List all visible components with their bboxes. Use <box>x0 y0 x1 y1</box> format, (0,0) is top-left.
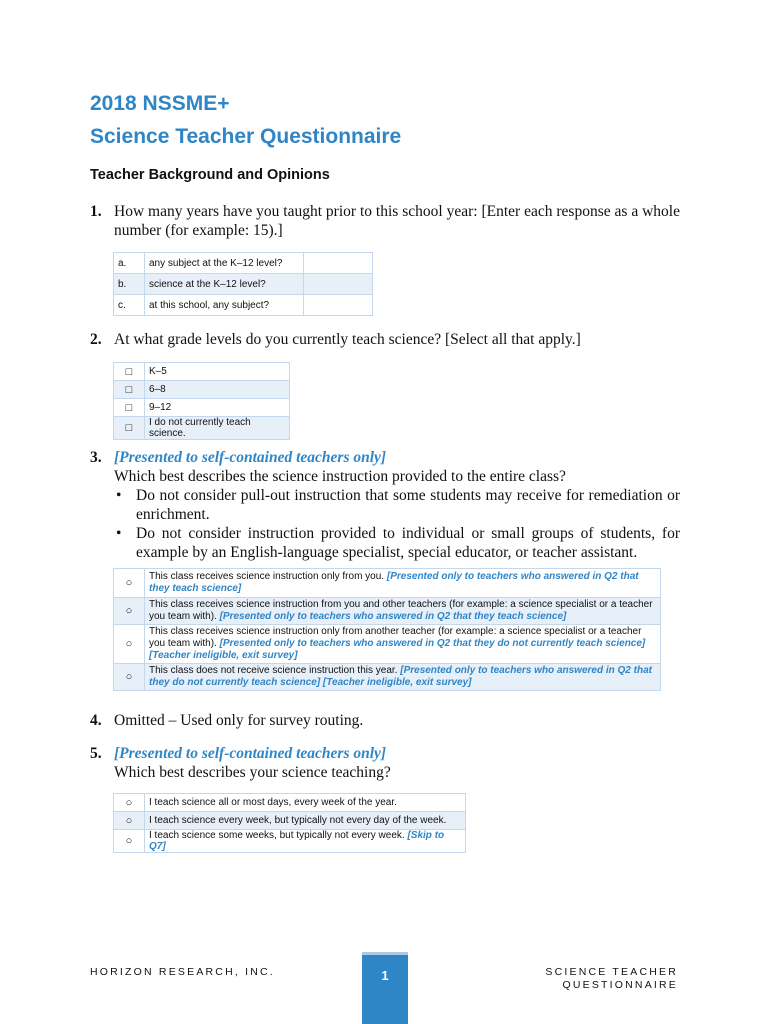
grade-levels-table <box>113 362 290 440</box>
years-input-a[interactable] <box>304 253 373 274</box>
bullet-icon: • <box>116 525 122 542</box>
years-table <box>113 252 373 316</box>
checkbox-not-teaching[interactable]: □ <box>114 417 145 440</box>
question-number: 3. <box>90 449 102 466</box>
option-cell <box>145 569 661 598</box>
title-line-2: Science Teacher Questionnaire <box>90 125 402 148</box>
question-3 <box>90 448 680 562</box>
option-note: [Skip to Q7] <box>149 830 445 852</box>
radio-option-3[interactable]: ○ <box>114 625 145 664</box>
row-letter: c. <box>114 295 145 316</box>
option-note: [Presented only to teachers who answered in Q2 that they do not currently teach science] [Teacher ineligible, exit survey] <box>149 638 646 661</box>
section-heading: Teacher Background and Opinions <box>90 167 330 183</box>
row-label: science at the K–12 level? <box>145 274 304 295</box>
option-cell <box>145 664 661 691</box>
table-row <box>114 399 290 417</box>
radio-option-1[interactable]: ○ <box>114 569 145 598</box>
question-tag: [Presented to self-contained teachers only] <box>114 449 387 466</box>
bullet-icon: • <box>116 487 122 504</box>
radio-option-2[interactable]: ○ <box>114 598 145 625</box>
row-letter: a. <box>114 253 145 274</box>
table-row <box>114 569 661 598</box>
option-cell <box>145 812 466 830</box>
bullet-item <box>114 524 680 562</box>
title-line-1: 2018 NSSME+ <box>90 92 230 115</box>
question-4 <box>90 711 680 730</box>
table-row <box>114 830 466 853</box>
radio-some-weeks[interactable]: ○ <box>114 830 145 853</box>
option-note: [Presented only to teachers who answered in Q2 that they teach science] <box>219 611 567 622</box>
row-label: any subject at the K–12 level? <box>145 253 304 274</box>
table-row <box>114 812 466 830</box>
option-note: [Presented only to teachers who answered in Q2 that they do not currently teach science] [Teacher ineligible, exit survey] <box>149 665 652 688</box>
radio-option-4[interactable]: ○ <box>114 664 145 691</box>
checkbox-6-8[interactable]: □ <box>114 381 145 399</box>
years-input-c[interactable] <box>304 295 373 316</box>
question-tag: [Presented to self-contained teachers only] <box>114 745 387 762</box>
question-text: How many years have you taught prior to this school year: [Enter each response as a whole number (for example: 15).] <box>114 203 680 239</box>
years-input-b[interactable] <box>304 274 373 295</box>
checkbox-k5[interactable]: □ <box>114 363 145 381</box>
option-cell <box>145 625 661 664</box>
footer-organization: HORIZON RESEARCH, INC. <box>90 966 275 978</box>
option-label: This class receives science instruction only from another teacher (for example: a science specialist or a teacher you team with). <box>149 626 642 649</box>
table-row <box>114 253 373 274</box>
table-row <box>114 625 661 664</box>
option-label: I do not currently teach science. <box>145 417 290 440</box>
page-number-box <box>362 952 408 1024</box>
bullet-text: Do not consider instruction provided to individual or small groups of students, for example by an English-language specialist, special educator, or teacher assistant. <box>136 525 680 561</box>
table-row <box>114 295 373 316</box>
option-cell <box>145 598 661 625</box>
question-number: 1. <box>90 203 102 220</box>
bullet-item <box>114 486 680 524</box>
table-row <box>114 794 466 812</box>
page-box-accent <box>362 952 408 955</box>
teaching-frequency-table <box>113 793 466 853</box>
option-label: This class receives science instruction from you and other teachers (for example: a science specialist or a teacher you team with). <box>149 599 653 622</box>
table-row <box>114 363 290 381</box>
radio-every-week[interactable]: ○ <box>114 812 145 830</box>
question-5 <box>90 744 680 782</box>
question-number: 4. <box>90 712 102 729</box>
question-text: Which best describes the science instruction provided to the entire class? <box>114 468 566 485</box>
row-letter: b. <box>114 274 145 295</box>
table-row <box>114 664 661 691</box>
instruction-options-table <box>113 568 661 691</box>
option-label: I teach science some weeks, but typically not every week. <box>149 830 405 841</box>
question-text: At what grade levels do you currently teach science? [Select all that apply.] <box>114 331 581 348</box>
option-label: I teach science every week, but typically not every day of the week. <box>149 815 447 826</box>
question-1 <box>90 202 680 240</box>
page-number: 1 <box>381 968 389 983</box>
footer-document-title <box>478 966 678 992</box>
question-text: Which best describes your science teaching? <box>114 764 391 781</box>
footer-title-line-1: SCIENCE TEACHER <box>545 966 678 978</box>
question-number: 5. <box>90 745 102 762</box>
option-note: [Presented only to teachers who answered in Q2 that they teach science] <box>149 571 639 594</box>
row-label: at this school, any subject? <box>145 295 304 316</box>
option-cell <box>145 830 466 853</box>
option-label: K–5 <box>145 363 290 381</box>
option-label: 9–12 <box>145 399 290 417</box>
table-row <box>114 417 290 440</box>
option-cell <box>145 794 466 812</box>
radio-every-day[interactable]: ○ <box>114 794 145 812</box>
checkbox-9-12[interactable]: □ <box>114 399 145 417</box>
table-row <box>114 381 290 399</box>
table-row <box>114 274 373 295</box>
bullet-text: Do not consider pull-out instruction that some students may receive for remediation or enrichment. <box>136 487 680 523</box>
option-label: I teach science all or most days, every week of the year. <box>149 797 397 808</box>
question-number: 2. <box>90 331 102 348</box>
option-label: This class does not receive science instruction this year. <box>149 665 398 676</box>
option-label: 6–8 <box>145 381 290 399</box>
footer-title-line-2: QUESTIONNAIRE <box>562 979 678 991</box>
table-row <box>114 598 661 625</box>
question-text: Omitted – Used only for survey routing. <box>114 712 364 729</box>
question-2 <box>90 330 680 349</box>
option-label: This class receives science instruction only from you. <box>149 571 385 582</box>
